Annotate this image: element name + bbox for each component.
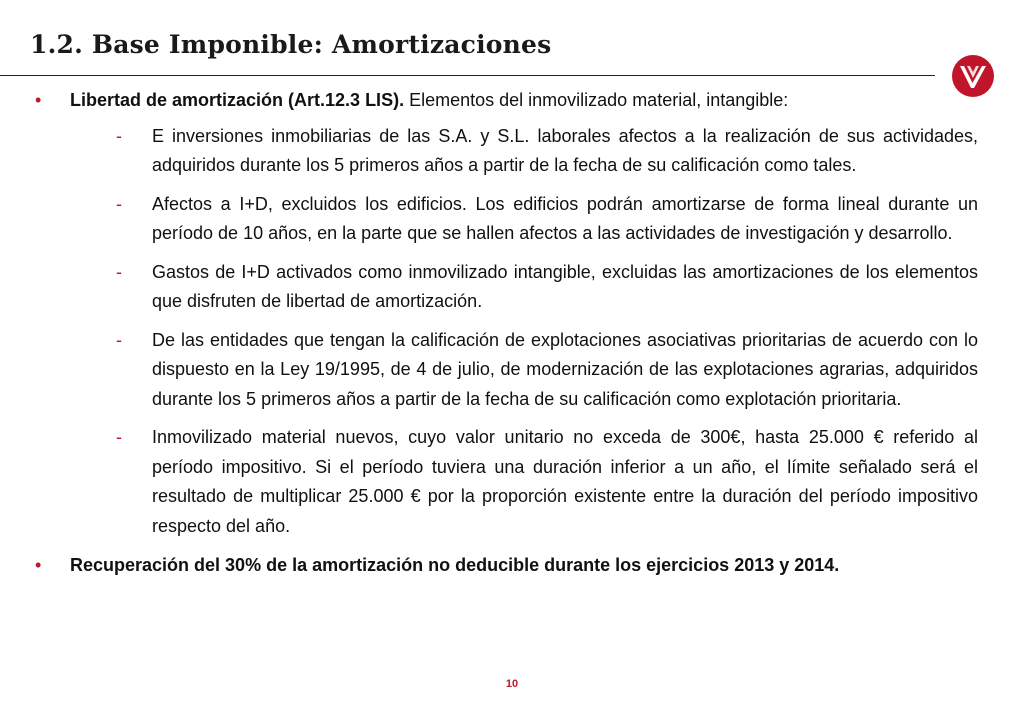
list-item <box>70 190 978 249</box>
bullet-marker: • <box>35 555 42 575</box>
list-item-text: De las entidades que tengan la calificación de explotaciones asociativas prioritarias de acuerdo con lo dispuesto en la Ley 19/1995, de 4 de julio, de modernización de las explotaciones agrarias, adquiridos durante los 5 primeros años a partir de la fecha de su calificación como explotación prioritaria. <box>152 329 978 409</box>
slide-title: 1.2. Base Imponible: Amortizaciones <box>30 30 552 59</box>
dash-marker: - <box>116 427 122 447</box>
bullet-marker: • <box>35 90 42 110</box>
list-item <box>70 258 978 317</box>
bullet-bold-text: Libertad de amortización (Art.12.3 LIS). <box>70 90 405 110</box>
page-number: 10 <box>505 678 519 690</box>
list-item <box>70 326 978 415</box>
bullet-text: Elementos del inmovilizado material, intangible: <box>404 90 789 110</box>
slide-body <box>30 86 978 581</box>
dash-marker: - <box>116 193 122 214</box>
list-item-text: Afectos a I+D, excluidos los edificios. Los edificios podrán amortizarse de forma lineal durante un período de 10 años, en la parte que se hallen afectos a las actividades de investigación y desarrollo. <box>152 193 978 243</box>
dash-marker: - <box>116 261 122 282</box>
list-item-text: Gastos de I+D activados como inmovilizado intangible, excluidas las amortizaciones de los elementos que disfruten de libertad de amortización. <box>152 261 978 311</box>
list-item <box>70 423 978 541</box>
bullet-recuperacion <box>30 551 978 581</box>
title-divider <box>0 75 935 76</box>
dash-marker: - <box>116 125 122 146</box>
sub-list <box>70 122 978 542</box>
list-item-text: Inmovilizado material nuevos, cuyo valor unitario no exceda de 300€, hasta 25.000 € referido al período impositivo. Si el período tuviera una duración inferior a un año, el límite señalado será el resultado de multiplicar 25.000 € por la proporción existente entre la duración del período impositivo respecto del año. <box>152 427 978 536</box>
list-item-text: E inversiones inmobiliarias de las S.A. y S.L. laborales afectos a la realización de sus actividades, adquiridos durante los 5 primeros años a partir de la fecha de su calificación como tales. <box>152 125 978 175</box>
bullet-bold-text: Recuperación del 30% de la amortización no deducible durante los ejercicios 2013 y 2014. <box>70 555 840 575</box>
bullet-libertad-amortizacion <box>30 86 978 541</box>
list-item <box>70 122 978 181</box>
dash-marker: - <box>116 329 122 350</box>
